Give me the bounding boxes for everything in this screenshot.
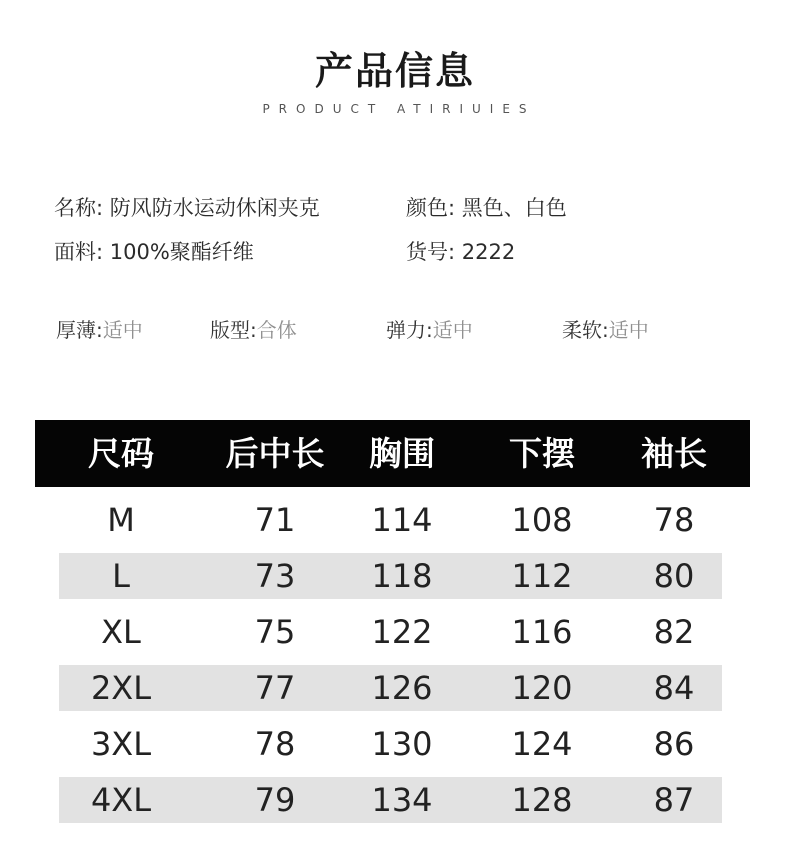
cell-chest: 122 — [371, 613, 433, 651]
attribute-fit — [210, 314, 297, 343]
cell-size: M — [107, 501, 135, 539]
cell-size: 2XL — [90, 669, 152, 707]
table-row — [35, 553, 750, 609]
column-header-chest: 胸围 — [369, 434, 435, 473]
cell-hem: 120 — [511, 669, 573, 707]
cell-size: 3XL — [90, 725, 152, 763]
table-row — [35, 777, 750, 833]
page-subtitle: PRODUCT ATIRIUIES — [262, 102, 536, 116]
column-header-back-length: 后中长 — [225, 434, 325, 473]
cell-hem: 124 — [511, 725, 573, 763]
attribute-value: 合体 — [256, 318, 297, 342]
attribute-label: 厚薄: — [56, 318, 103, 342]
cell-back-length: 77 — [254, 669, 296, 707]
attribute-elasticity — [386, 314, 473, 343]
attribute-label: 柔软: — [562, 318, 609, 342]
cell-sleeve: 86 — [653, 725, 695, 763]
cell-sleeve: 78 — [653, 501, 695, 539]
cell-sleeve: 82 — [653, 613, 695, 651]
column-header-size: 尺码 — [88, 434, 154, 473]
table-row — [35, 721, 750, 777]
cell-sleeve: 84 — [653, 669, 695, 707]
cell-back-length: 79 — [254, 781, 296, 819]
cell-back-length: 73 — [254, 557, 296, 595]
attribute-value: 适中 — [102, 318, 143, 342]
cell-hem: 116 — [511, 613, 573, 651]
attribute-softness — [562, 314, 649, 343]
attribute-thickness — [56, 314, 143, 343]
attribute-value: 适中 — [432, 318, 473, 342]
cell-back-length: 75 — [254, 613, 296, 651]
product-item-number: 货号: 2222 — [406, 240, 516, 264]
cell-size: XL — [101, 613, 141, 651]
cell-chest: 114 — [371, 501, 433, 539]
table-row — [35, 665, 750, 721]
cell-back-length: 71 — [254, 501, 296, 539]
cell-chest: 126 — [371, 669, 433, 707]
cell-chest: 130 — [371, 725, 433, 763]
cell-chest: 118 — [371, 557, 433, 595]
column-header-hem: 下摆 — [509, 434, 575, 473]
cell-hem: 108 — [511, 501, 573, 539]
product-name: 名称: 防风防水运动休闲夹克 — [54, 196, 320, 220]
attribute-label: 版型: — [210, 318, 257, 342]
size-table-header — [35, 420, 750, 487]
table-row — [35, 609, 750, 665]
cell-sleeve: 87 — [653, 781, 695, 819]
cell-size: 4XL — [90, 781, 152, 819]
cell-chest: 134 — [371, 781, 433, 819]
product-color: 颜色: 黑色、白色 — [406, 196, 567, 220]
column-header-sleeve: 袖长 — [641, 434, 707, 473]
attribute-value: 适中 — [608, 318, 649, 342]
product-fabric: 面料: 100%聚酯纤维 — [54, 240, 254, 264]
cell-hem: 128 — [511, 781, 573, 819]
cell-size: L — [112, 557, 130, 595]
cell-sleeve: 80 — [653, 557, 695, 595]
cell-back-length: 78 — [254, 725, 296, 763]
cell-hem: 112 — [511, 557, 573, 595]
attribute-label: 弹力: — [386, 318, 433, 342]
table-row — [35, 497, 750, 553]
page-title: 产品信息 — [314, 49, 475, 93]
